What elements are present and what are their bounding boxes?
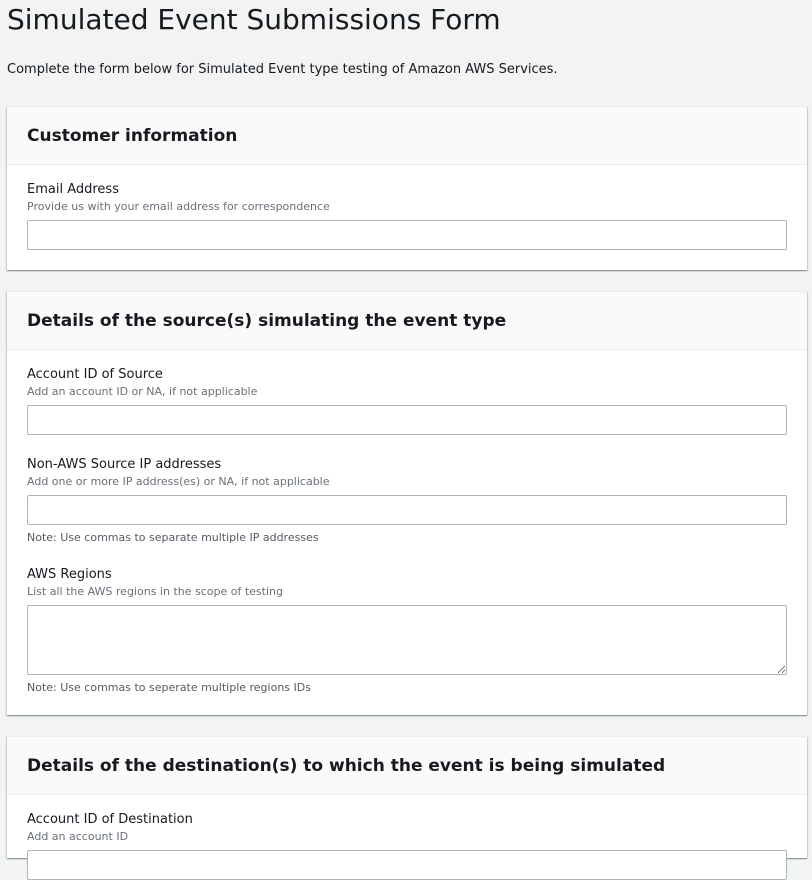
source-account-id-label: Account ID of Source	[27, 367, 163, 382]
destination-details-panel	[7, 736, 807, 858]
source-details-heading: Details of the source(s) simulating the event type	[27, 310, 507, 331]
destination-account-id-input[interactable]	[27, 850, 787, 880]
page-description: Complete the form below for Simulated Event type testing of Amazon AWS Services.	[7, 62, 558, 77]
source-ip-description: Add one or more IP address(es) or NA, if not applicable	[27, 475, 330, 488]
customer-information-header	[7, 107, 807, 165]
page-title: Simulated Event Submissions Form	[7, 3, 501, 36]
aws-regions-field	[27, 566, 787, 694]
email-field	[27, 181, 787, 215]
source-account-id-field	[27, 366, 787, 400]
source-account-id-input[interactable]	[27, 405, 787, 435]
aws-regions-textarea[interactable]	[27, 605, 787, 675]
source-ip-field	[27, 456, 787, 544]
source-ip-input[interactable]	[27, 495, 787, 525]
destination-account-id-label: Account ID of Destination	[27, 812, 193, 827]
source-ip-note: Note: Use commas to separate multiple IP addresses	[27, 531, 319, 544]
destination-account-id-description: Add an account ID	[27, 830, 129, 843]
destination-details-heading: Details of the destination(s) to which the event is being simulated	[27, 755, 666, 776]
source-details-header	[7, 292, 807, 350]
email-label: Email Address	[27, 182, 119, 197]
email-description: Provide us with your email address for correspondence	[27, 200, 330, 213]
aws-regions-label: AWS Regions	[27, 567, 112, 582]
customer-information-heading: Customer information	[27, 125, 238, 146]
source-ip-label: Non-AWS Source IP addresses	[27, 457, 222, 472]
source-account-id-description: Add an account ID or NA, if not applicable	[27, 385, 258, 398]
destination-details-header	[7, 737, 807, 795]
customer-information-panel	[7, 106, 807, 270]
aws-regions-note: Note: Use commas to seperate multiple regions IDs	[27, 681, 311, 694]
destination-account-id-field	[27, 811, 787, 845]
aws-regions-description: List all the AWS regions in the scope of testing	[27, 585, 283, 598]
email-input[interactable]	[27, 220, 787, 250]
source-details-panel	[7, 291, 807, 715]
